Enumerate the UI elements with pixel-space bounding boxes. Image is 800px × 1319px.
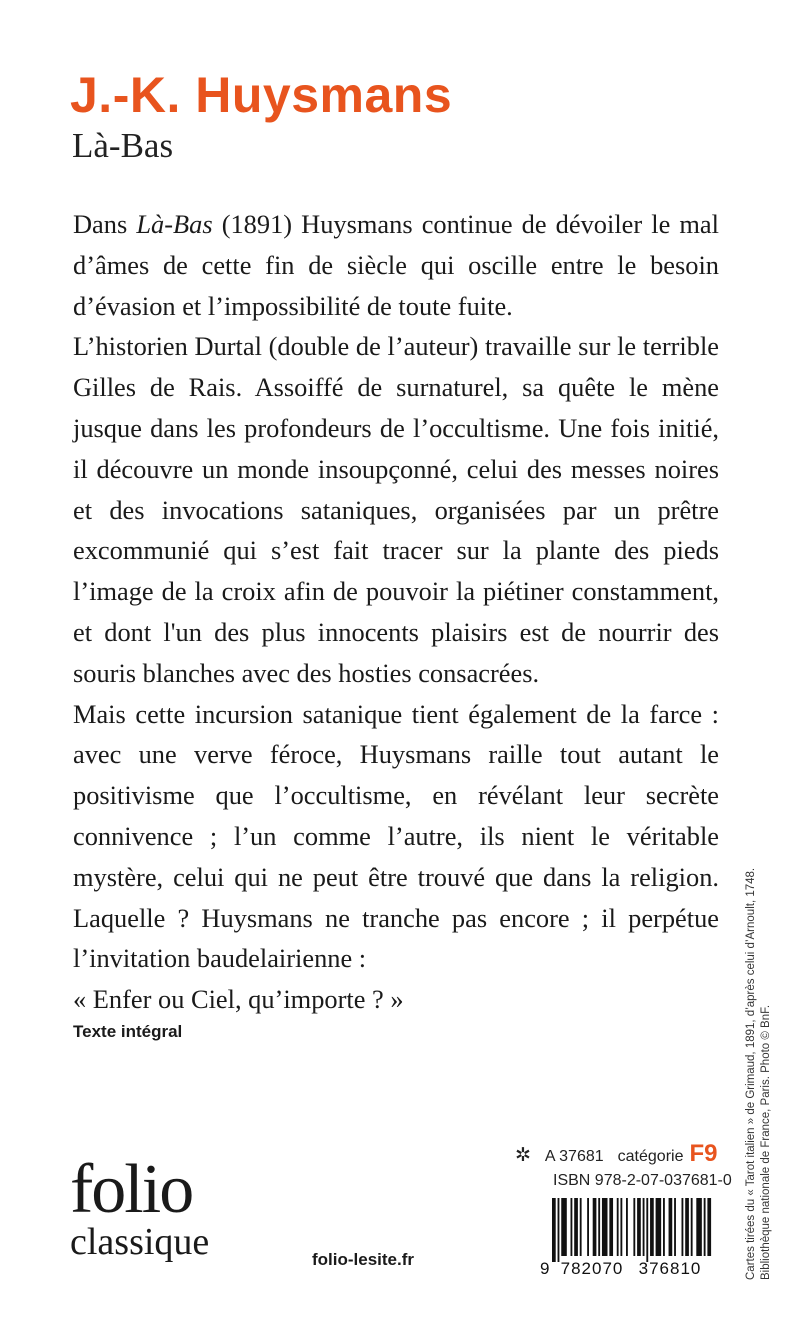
barcode-bar — [593, 1198, 597, 1256]
barcode — [538, 1198, 718, 1276]
barcode-bar — [663, 1198, 665, 1256]
back-cover-blurb — [73, 204, 719, 1020]
blurb-paragraph-3: Mais cette incursion satanique tient également de la farce : avec une verve féroce, Huysmans raille tout autant le positivisme que l’occultisme, en révélant leur secrète connivence ; l’un comme l’autre, ils nient le véritable mystère, celui qui ne peut être trouvé que dans la religion. Laquelle ? Huysmans ne tranche pas encore ; il perpétue l’invitation baudelairienne : — [73, 698, 719, 974]
barcode-bar — [682, 1198, 684, 1256]
publisher-website: folio-lesite.fr — [312, 1250, 415, 1269]
category-label: catégorie — [617, 1148, 684, 1165]
barcode-bar — [669, 1198, 673, 1256]
barcode-bar — [574, 1198, 578, 1256]
barcode-bar — [637, 1198, 641, 1256]
barcode-bar — [602, 1198, 608, 1256]
book-title: Là-Bas — [72, 126, 174, 165]
barcode-bar — [598, 1198, 600, 1256]
credit-line-1: Cartes tirées du « Tarot italien » de Grimaud, 1891, d’après celui d’Arnoult, 1748. — [745, 867, 757, 1280]
asterisk-icon: ✲ — [515, 1145, 531, 1166]
author-name: J.-K. Huysmans — [70, 67, 453, 123]
blurb-paragraph-1 — [73, 204, 719, 326]
barcode-bar — [558, 1198, 560, 1262]
barcode-bar — [571, 1198, 573, 1256]
barcode-bar — [650, 1198, 654, 1256]
barcode-bar — [691, 1198, 693, 1256]
barcode-graphic — [538, 1198, 718, 1276]
barcode-bar — [552, 1198, 556, 1262]
catalog-row — [515, 1140, 718, 1168]
barcode-bar — [656, 1198, 662, 1256]
barcode-bar — [617, 1198, 619, 1256]
barcode-bar — [707, 1198, 711, 1256]
barcode-bar — [620, 1198, 622, 1256]
barcode-digits-left: 782070 — [560, 1259, 624, 1276]
barcode-bar — [674, 1198, 676, 1256]
credit-line-2: Bibliothèque nationale de France, Paris. Photo © BnF. — [760, 1004, 772, 1280]
barcode-bar — [704, 1198, 706, 1256]
barcode-bar — [696, 1198, 702, 1256]
barcode-bar — [626, 1198, 628, 1256]
barcode-bar — [633, 1198, 635, 1256]
category-code: F9 — [689, 1140, 718, 1167]
isbn: ISBN 978-2-07-037681-0 — [553, 1172, 732, 1189]
barcode-digits-right: 376810 — [638, 1259, 702, 1276]
logo-classique-text: classique — [70, 1221, 210, 1263]
barcode-bar — [609, 1198, 613, 1256]
blurb-p1-lead: Dans — [73, 209, 137, 239]
blurb-quote: « Enfer ou Ciel, qu’importe ? » — [73, 984, 404, 1015]
logo-folio-text: folio — [70, 1151, 193, 1228]
blurb-paragraph-2: L’historien Durtal (double de l’auteur) travaille sur le terrible Gilles de Rais. Assoiffé de surnaturel, sa quête le mène jusque dans les profondeurs de l’occultisme. Une fois initié, il découvre un monde insoupçonné, celui des messes noires et des invocations sataniques, organisées par un prêtre excommunié qui s’est fait tracer sur la plante des pieds l’image de la croix afin de pouvoir la piétiner constamment, et dont l'un des plus innocents plaisirs est de nourrir des souris blanches avec des hosties consacrées. — [73, 331, 719, 688]
catalog-number: A 37681 — [544, 1148, 604, 1165]
blurb-p1-rest: (1891) Huysmans continue de dévoiler le mal d’âmes de cette fin de siècle qui oscille entre le besoin d’évasion et l’impossibilité de toute fuite. — [73, 209, 719, 321]
image-credit — [744, 720, 774, 1280]
barcode-bar — [643, 1198, 645, 1256]
blurb-title-italic: Là-Bas — [136, 209, 213, 239]
barcode-bar — [580, 1198, 582, 1256]
barcode-bar — [587, 1198, 589, 1256]
barcode-bar — [646, 1198, 648, 1262]
edition-note: Texte intégral — [73, 1022, 183, 1041]
barcode-bar — [561, 1198, 567, 1256]
barcode-digit-first: 9 — [540, 1259, 550, 1276]
folio-classique-logo — [70, 1151, 210, 1263]
barcode-bar — [685, 1198, 689, 1256]
